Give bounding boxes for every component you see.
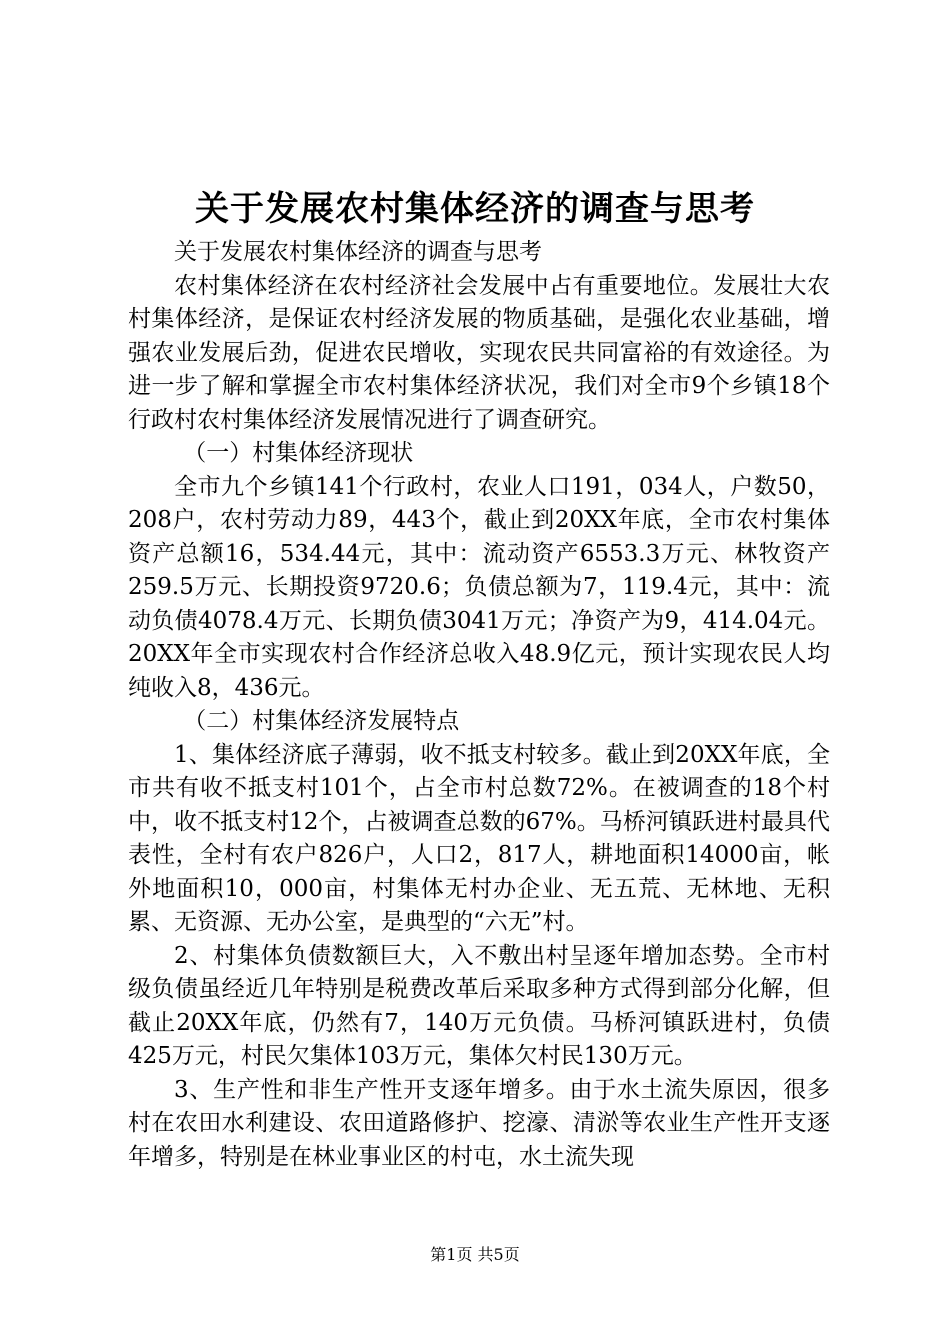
paragraph-subtitle: 关于发展农村集体经济的调查与思考 bbox=[174, 239, 542, 265]
document-title: 关于发展农村集体经济的调查与思考 bbox=[195, 189, 755, 229]
paragraph-status: 全市九个乡镇141个行政村，农业人口191，034人，户数50，208户，农村劳动力89，443个，截止到20XX年底，全市农村集体资产总额16，534.44元，其中：流动资产6553.3万元、林牧资产259.5万元、长期投资9720.6；负债总额为7，119.4元，其中：流动负债4078.4万元、长期负债3041万元；净资产为9，414.04元。20XX年全市实现农村合作经济总收入48.9亿元，预计实现农民人均纯收入8，436元。 bbox=[128, 473, 830, 701]
section-heading-features: （二）村集体经济发展特点 bbox=[183, 708, 460, 734]
paragraph-feature-3: 3、生产性和非生产性开支逐年增多。由于水土流失原因，很多村在农田水利建设、农田道路修护、挖濠、清淤等农业生产性开支逐年增多，特别是在林业事业区的村屯，水土流失现 bbox=[128, 1076, 830, 1170]
paragraph-feature-2: 2、村集体负债数额巨大，入不敷出村呈逐年增加态势。全市村级负债虽经近几年特别是税费改革后采取多种方式得到部分化解，但截止20XX年底，仍然有7，140万元负债。马桥河镇跃进村，负债425万元，村民欠集体103万元，集体欠村民130万元。 bbox=[128, 942, 830, 1069]
page-footer: 第1页 共5页 bbox=[430, 1245, 520, 1264]
document-body bbox=[128, 236, 830, 1174]
section-heading-status: （一）村集体经济现状 bbox=[183, 440, 414, 466]
paragraph-intro: 农村集体经济在农村经济社会发展中占有重要地位。发展壮大农村集体经济，是保证农村经济发展的物质基础，是强化农业基础，增强农业发展后劲，促进农民增收，实现农民共同富裕的有效途径。为进一步了解和掌握全市农村集体经济状况，我们对全市9个乡镇18个行政村农村集体经济发展情况进行了调查研究。 bbox=[128, 272, 830, 433]
paragraph-feature-1: 1、集体经济底子薄弱，收不抵支村较多。截止到20XX年底，全市共有收不抵支村101个，占全市村总数72%。在被调查的18个村中，收不抵支村12个，占被调查总数的67%。马桥河镇跃进村最具代表性，全村有农户826户，人口2，817人，耕地面积14000亩，帐外地面积10，000亩，村集体无村办企业、无五荒、无林地、无积累、无资源、无办公室，是典型的“六无”村。 bbox=[128, 741, 830, 935]
